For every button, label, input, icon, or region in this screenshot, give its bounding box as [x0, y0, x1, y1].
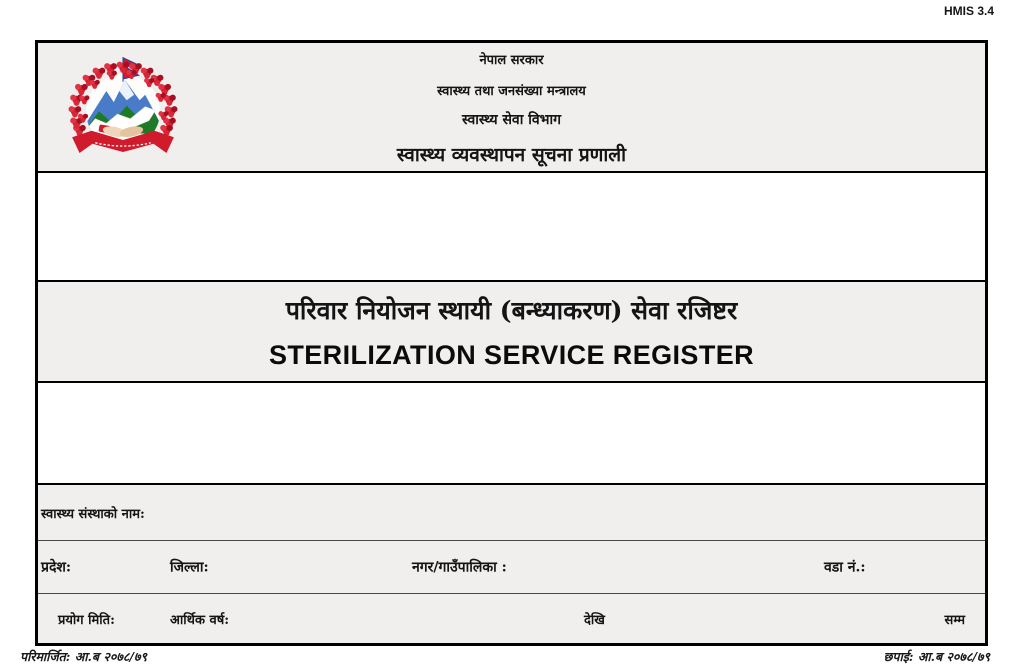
header-band [38, 43, 985, 173]
province-label: प्रदेश: [41, 559, 72, 576]
government-name: नेपाल सरकार [479, 53, 544, 68]
register-border-box [35, 40, 988, 646]
use-date-label: प्रयोग मिति: [58, 612, 115, 628]
usage-period-row [38, 594, 985, 643]
page-footer [20, 648, 990, 665]
system-name: स्वास्थ्य व्यवस्थापन सूचना प्रणाली [396, 144, 627, 166]
header-text-block [38, 43, 985, 171]
department-name: स्वास्थ्य सेवा विभाग [462, 112, 561, 128]
register-title-english: STERILIZATION SERVICE REGISTER [268, 339, 755, 370]
printed-fiscal-year-label: छपाई: आ.ब २०७८/७९ [883, 649, 990, 664]
to-label: सम्म [944, 612, 965, 628]
municipality-label: नगर/गाउँपालिका : [412, 559, 507, 576]
location-row [38, 541, 985, 594]
facility-name-label: स्वास्थ्य संस्थाको नाम: [41, 506, 145, 522]
facility-info-section [38, 483, 985, 643]
revised-fiscal-year-label: परिमार्जित: आ.ब २०७८/७९ [20, 649, 147, 664]
from-label: देखि [584, 612, 605, 628]
facility-name-row [38, 485, 985, 541]
ward-number-label: वडा नं.: [824, 559, 866, 576]
register-title-nepali: परिवार नियोजन स्थायी (बन्ध्याकरण) सेवा रजिष्टर [285, 295, 738, 325]
fiscal-year-label: आर्थिक वर्ष: [170, 612, 230, 628]
ministry-name: स्वास्थ्य तथा जनसंख्या मन्त्रालय [437, 84, 586, 99]
title-band [38, 280, 985, 383]
hmis-version-label: HMIS 3.4 [943, 4, 994, 18]
district-label: जिल्ला: [170, 559, 209, 576]
